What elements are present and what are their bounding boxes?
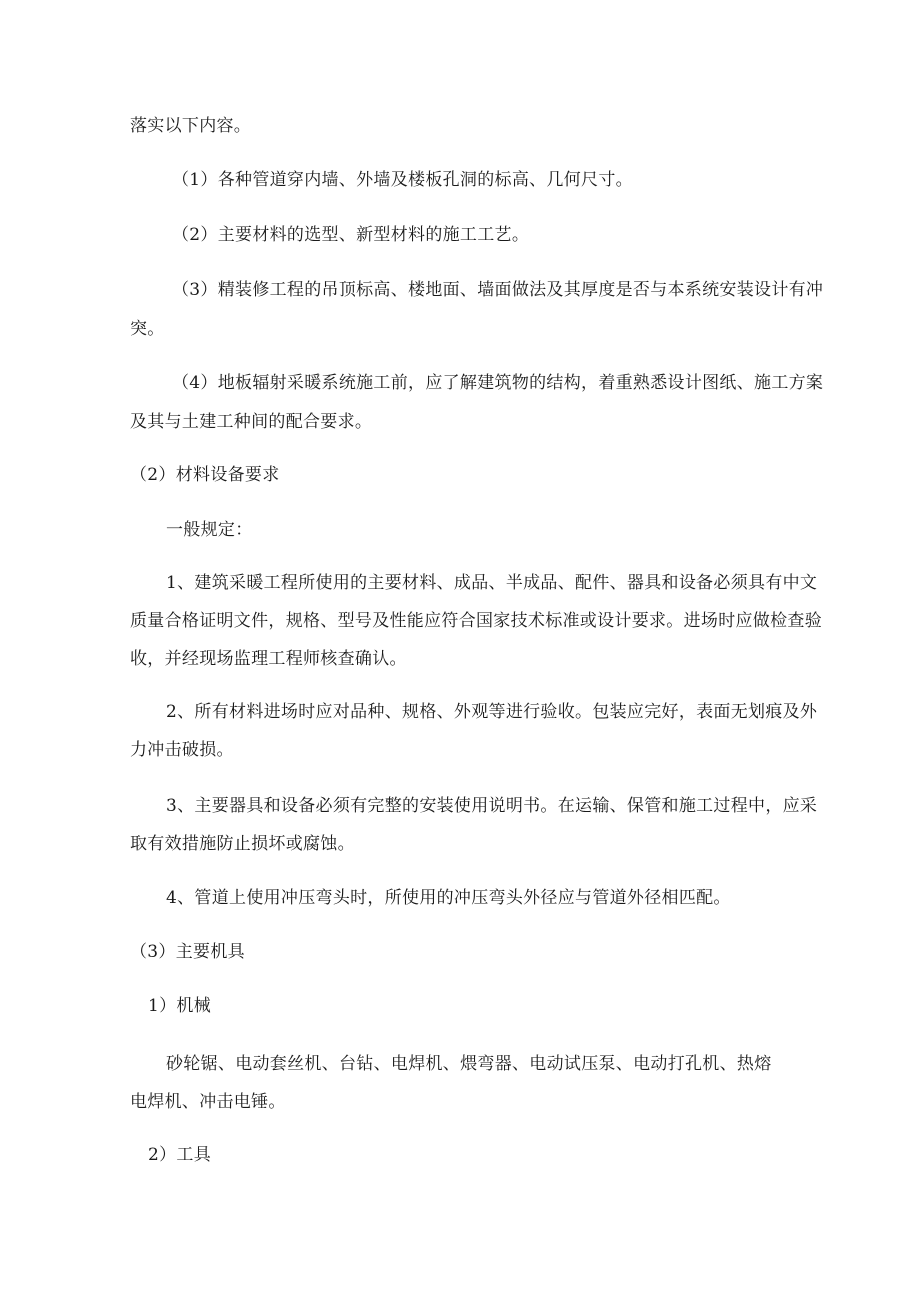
- text-line: 突。: [130, 319, 165, 339]
- text-line: 4、管道上使用冲压弯头时，所使用的冲压弯头外径应与管道外径相匹配。: [166, 888, 731, 908]
- subsection-heading: 2）工具: [148, 1145, 212, 1165]
- text-line: 落实以下内容。: [130, 116, 252, 136]
- section-heading: （2）材料设备要求: [130, 465, 280, 485]
- section-heading: （3）主要机具: [130, 942, 245, 962]
- text-line: （1）各种管道穿内墙、外墙及楼板孔洞的标高、几何尺寸。: [172, 170, 633, 190]
- text-line: （2）主要材料的选型、新型材料的施工工艺。: [172, 225, 530, 245]
- subsection-heading: 1）机械: [148, 996, 212, 1016]
- text-line: 力冲击破损。: [130, 740, 234, 760]
- text-line: 2、所有材料进场时应对品种、规格、外观等进行验收。包装应完好，表面无划痕及外: [166, 702, 818, 722]
- text-line: 质量合格证明文件，规格、型号及性能应符合国家技术标准或设计要求。进场时应做检查验: [130, 611, 822, 631]
- text-line: 砂轮锯、电动套丝机、台钻、电焊机、煨弯器、电动试压泵、电动打孔机、热熔: [166, 1054, 772, 1074]
- text-line: 3、主要器具和设备必须有完整的安装使用说明书。在运输、保管和施工过程中，应采: [166, 796, 818, 816]
- text-line: 收，并经现场监理工程师核查确认。: [130, 649, 407, 669]
- text-line: 取有效措施防止损坏或腐蚀。: [130, 834, 355, 854]
- text-line: 一般规定：: [166, 520, 253, 540]
- text-line: （4）地板辐射采暖系统施工前，应了解建筑物的结构，着重熟悉设计图纸、施工方案: [172, 373, 824, 393]
- text-line: （3）精装修工程的吊顶标高、楼地面、墙面做法及其厚度是否与本系统安装设计有冲: [172, 280, 824, 300]
- text-line: 1、建筑采暖工程所使用的主要材料、成品、半成品、配件、器具和设备必须具有中文: [166, 573, 818, 593]
- text-line: 及其与土建工种间的配合要求。: [130, 412, 373, 432]
- text-line: 电焊机、冲击电锤。: [130, 1092, 286, 1112]
